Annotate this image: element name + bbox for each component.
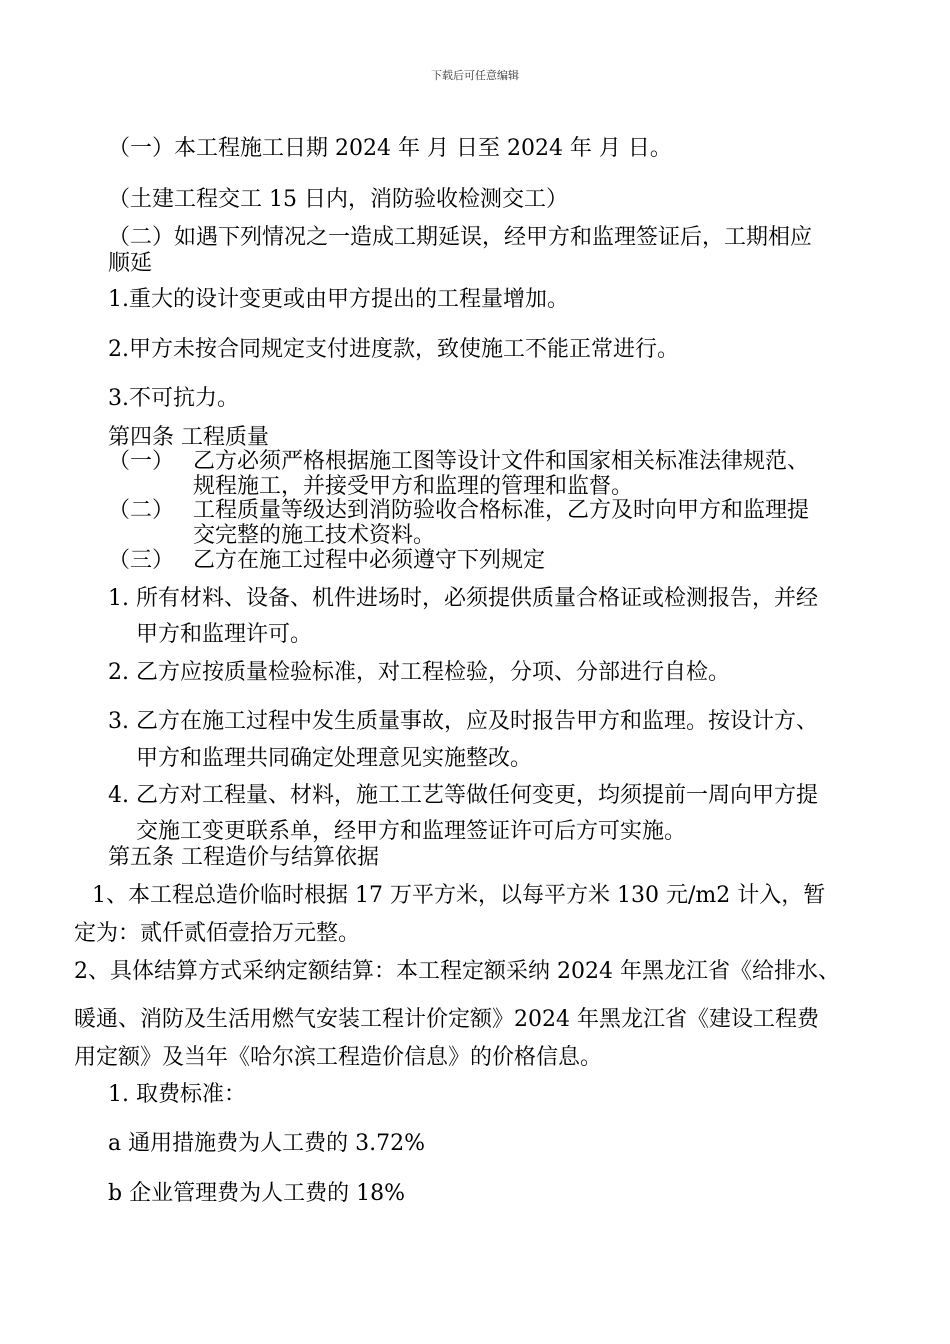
fee-item-a: a 通用措施费为人工费的 3.72% bbox=[108, 1131, 425, 1156]
quality-text: 工程质量等级达到消防验收合格标准，乙方及时向甲方和监理提 bbox=[193, 498, 810, 523]
rule-text: 甲方和监理许可。 bbox=[136, 622, 313, 647]
rule-text: 甲方和监理共同确定处理意见实施整改。 bbox=[136, 746, 533, 771]
settlement-line: 暖通、消防及生活用燃气安装工程计价定额》2024 年黑龙江省《建设工程费 bbox=[74, 1007, 819, 1032]
quality-text: 乙方在施工过程中必须遵守下列规定 bbox=[193, 548, 546, 573]
fee-title: 1. 取费标准： bbox=[108, 1082, 246, 1107]
rule-text: 所有材料、设备、机件进场时，必须提供质量合格证或检测报告，并经 bbox=[136, 586, 819, 611]
quality-number: （二） bbox=[108, 498, 175, 523]
rule-text: 乙方在施工过程中发生质量事故，应及时报告甲方和监理。按设计方、 bbox=[136, 709, 819, 734]
quality-text: 交完整的施工技术资料。 bbox=[193, 523, 436, 548]
settlement-line: 2、具体结算方式采纳定额结算：本工程定额采纳 2024 年黑龙江省《给排水、 bbox=[74, 959, 840, 984]
delay-item: 3.不可抗力。 bbox=[108, 386, 239, 411]
quality-number: （一） bbox=[108, 449, 175, 474]
price-line: 1、本工程总造价临时根据 17 万平方米，以每平方米 130 元/m2 计入，暂 bbox=[92, 883, 826, 908]
para-handover: （土建工程交工 15 日内，消防验收检测交工） bbox=[108, 187, 568, 212]
rule-number: 4. bbox=[108, 783, 129, 808]
price-line: 定为：贰仟贰佰壹拾万元整。 bbox=[74, 921, 361, 946]
para-delay-line2: 顺延 bbox=[108, 251, 153, 276]
article4-title: 第四条 工程质量 bbox=[108, 425, 269, 450]
rule-number: 2. bbox=[108, 660, 129, 685]
delay-item: 1.重大的设计变更或由甲方提出的工程量增加。 bbox=[108, 287, 569, 312]
settlement-line: 用定额》及当年《哈尔滨工程造价信息》的价格信息。 bbox=[74, 1045, 603, 1070]
fee-item-b: b 企业管理费为人工费的 18% bbox=[108, 1181, 405, 1206]
article5-title: 第五条 工程造价与结算依据 bbox=[108, 845, 379, 870]
rule-text: 交施工变更联系单，经甲方和监理签证许可后方可实施。 bbox=[136, 819, 687, 844]
para-delay-line1: （二）如遇下列情况之一造成工期延误，经甲方和监理签证后，工期相应 bbox=[108, 225, 813, 250]
rule-text: 乙方对工程量、材料，施工工艺等做任何变更，均须提前一周向甲方提 bbox=[136, 783, 819, 808]
delay-item: 2.甲方未按合同规定支付进度款，致使施工不能正常进行。 bbox=[108, 337, 679, 362]
page-header: 下载后可任意编辑 bbox=[431, 69, 519, 82]
quality-number: （三） bbox=[108, 548, 175, 573]
para-schedule: （一）本工程施工日期 2024 年 月 日至 2024 年 月 日。 bbox=[108, 136, 672, 161]
quality-text: 乙方必须严格根据施工图等设计文件和国家相关标准法律规范、 bbox=[193, 449, 810, 474]
rule-number: 1. bbox=[108, 586, 129, 611]
quality-text: 规程施工，并接受甲方和监理的管理和监督。 bbox=[193, 474, 634, 499]
rule-text: 乙方应按质量检验标准，对工程检验，分项、分部进行自检。 bbox=[136, 660, 731, 685]
rule-number: 3. bbox=[108, 709, 129, 734]
